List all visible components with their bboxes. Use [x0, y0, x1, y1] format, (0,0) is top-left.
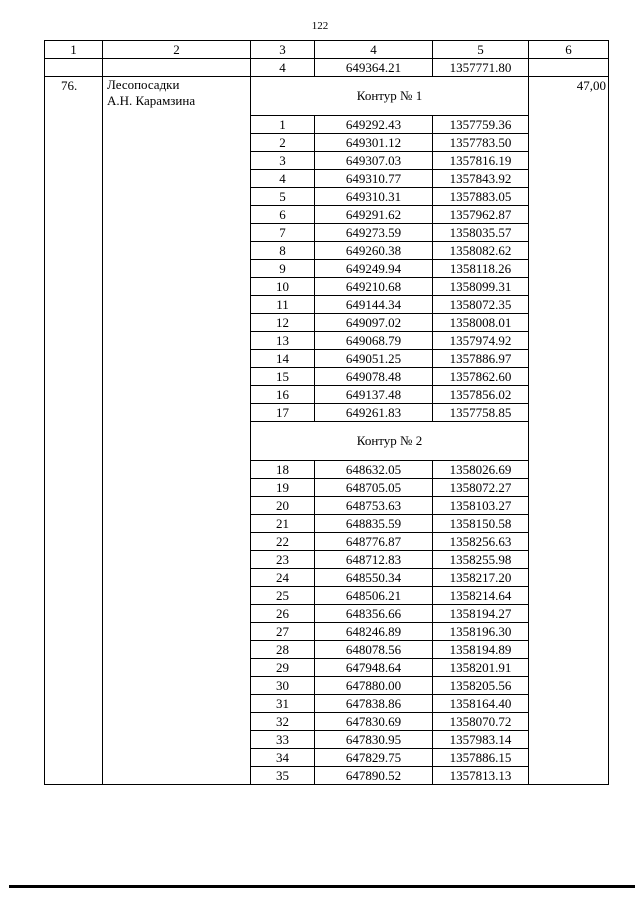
coord-y: 1357862.60 [433, 368, 529, 386]
coord-x: 648705.05 [315, 479, 433, 497]
coord-y: 1358118.26 [433, 260, 529, 278]
coord-y: 1358103.27 [433, 497, 529, 515]
point-number: 32 [251, 713, 315, 731]
coord-y: 1358072.27 [433, 479, 529, 497]
point-number: 12 [251, 314, 315, 332]
coord-x: 648246.89 [315, 623, 433, 641]
coord-y: 1357813.13 [433, 767, 529, 785]
entry-name-line: А.Н. Карамзина [107, 93, 196, 108]
point-number: 21 [251, 515, 315, 533]
coord-x: 649068.79 [315, 332, 433, 350]
coordinates-table-body [45, 41, 609, 785]
point-number: 30 [251, 677, 315, 695]
point-number: 29 [251, 659, 315, 677]
point-number: 3 [251, 152, 315, 170]
coord-y: 1358214.64 [433, 587, 529, 605]
coord-y: 1358164.40 [433, 695, 529, 713]
coord-y: 1358099.31 [433, 278, 529, 296]
footer-rule [9, 885, 635, 888]
point-number: 35 [251, 767, 315, 785]
coord-x: 649273.59 [315, 224, 433, 242]
coord-x: 648776.87 [315, 533, 433, 551]
coord-x: 647830.95 [315, 731, 433, 749]
coord-x: 647838.86 [315, 695, 433, 713]
point-number: 9 [251, 260, 315, 278]
coord-x: 648753.63 [315, 497, 433, 515]
point-number: 4 [251, 59, 315, 77]
coord-y: 1357771.80 [433, 59, 529, 77]
coord-x: 649301.12 [315, 134, 433, 152]
point-number: 31 [251, 695, 315, 713]
point-number: 25 [251, 587, 315, 605]
contour-title: Контур № 1 [251, 77, 529, 116]
point-number: 24 [251, 569, 315, 587]
coord-y: 1358201.91 [433, 659, 529, 677]
coord-x: 649249.94 [315, 260, 433, 278]
point-number: 14 [251, 350, 315, 368]
entry-area: 47,00 [529, 77, 609, 785]
point-number: 7 [251, 224, 315, 242]
coord-x: 649307.03 [315, 152, 433, 170]
coord-x: 648632.05 [315, 461, 433, 479]
point-number: 16 [251, 386, 315, 404]
coord-y: 1357759.36 [433, 116, 529, 134]
coord-y: 1358255.98 [433, 551, 529, 569]
point-number: 33 [251, 731, 315, 749]
coord-y: 1357783.50 [433, 134, 529, 152]
coord-x: 649291.62 [315, 206, 433, 224]
header-cell: 6 [529, 41, 609, 59]
header-cell: 5 [433, 41, 529, 59]
point-number: 2 [251, 134, 315, 152]
coord-y: 1358205.56 [433, 677, 529, 695]
coord-x: 649310.31 [315, 188, 433, 206]
coord-y: 1357883.05 [433, 188, 529, 206]
coord-y: 1357816.19 [433, 152, 529, 170]
coord-y: 1358072.35 [433, 296, 529, 314]
point-number: 19 [251, 479, 315, 497]
coord-x: 649144.34 [315, 296, 433, 314]
coord-y: 1357983.14 [433, 731, 529, 749]
coord-x: 647948.64 [315, 659, 433, 677]
coord-x: 648356.66 [315, 605, 433, 623]
point-number: 22 [251, 533, 315, 551]
coord-y: 1358008.01 [433, 314, 529, 332]
coord-x: 649078.48 [315, 368, 433, 386]
point-number: 10 [251, 278, 315, 296]
coord-x: 648550.34 [315, 569, 433, 587]
coord-x: 649097.02 [315, 314, 433, 332]
coord-x: 649260.38 [315, 242, 433, 260]
point-number: 4 [251, 170, 315, 188]
point-number: 18 [251, 461, 315, 479]
header-row [45, 41, 609, 59]
point-number: 27 [251, 623, 315, 641]
point-number: 6 [251, 206, 315, 224]
coord-y: 1357886.97 [433, 350, 529, 368]
coord-x: 649137.48 [315, 386, 433, 404]
coord-x: 647880.00 [315, 677, 433, 695]
empty-cell [103, 59, 251, 77]
coord-x: 648835.59 [315, 515, 433, 533]
point-number: 5 [251, 188, 315, 206]
coord-x: 647829.75 [315, 749, 433, 767]
coord-x: 649051.25 [315, 350, 433, 368]
point-number: 17 [251, 404, 315, 422]
coord-y: 1358256.63 [433, 533, 529, 551]
coord-y: 1358026.69 [433, 461, 529, 479]
coord-y: 1357974.92 [433, 332, 529, 350]
header-cell: 3 [251, 41, 315, 59]
coord-y: 1357886.15 [433, 749, 529, 767]
coord-y: 1358070.72 [433, 713, 529, 731]
coord-y: 1358196.30 [433, 623, 529, 641]
entry-name [103, 77, 251, 785]
coord-y: 1358150.58 [433, 515, 529, 533]
coord-x: 649210.68 [315, 278, 433, 296]
coord-x: 647830.69 [315, 713, 433, 731]
contour-title: Контур № 2 [251, 422, 529, 461]
point-number: 1 [251, 116, 315, 134]
coord-x: 647890.52 [315, 767, 433, 785]
point-number: 15 [251, 368, 315, 386]
coord-x: 649364.21 [315, 59, 433, 77]
coord-y: 1358035.57 [433, 224, 529, 242]
empty-cell [529, 59, 609, 77]
point-number: 23 [251, 551, 315, 569]
point-number: 20 [251, 497, 315, 515]
coord-x: 649310.77 [315, 170, 433, 188]
coord-y: 1357843.92 [433, 170, 529, 188]
coord-y: 1357856.02 [433, 386, 529, 404]
coord-y: 1358194.27 [433, 605, 529, 623]
coord-x: 648712.83 [315, 551, 433, 569]
point-number: 28 [251, 641, 315, 659]
coordinates-table [44, 40, 609, 785]
coord-y: 1358217.20 [433, 569, 529, 587]
point-number: 8 [251, 242, 315, 260]
header-cell: 1 [45, 41, 103, 59]
point-number: 11 [251, 296, 315, 314]
coord-x: 648078.56 [315, 641, 433, 659]
point-number: 26 [251, 605, 315, 623]
coord-x: 648506.21 [315, 587, 433, 605]
coord-y: 1357758.85 [433, 404, 529, 422]
header-cell: 2 [103, 41, 251, 59]
entry-name-line: Лесопосадки [107, 77, 180, 92]
point-number: 34 [251, 749, 315, 767]
point-number: 13 [251, 332, 315, 350]
coord-y: 1357962.87 [433, 206, 529, 224]
coord-y: 1358194.89 [433, 641, 529, 659]
entry-number: 76. [45, 77, 103, 785]
page-number: 122 [311, 20, 329, 32]
empty-cell [45, 59, 103, 77]
coord-x: 649292.43 [315, 116, 433, 134]
coord-y: 1358082.62 [433, 242, 529, 260]
contour-title-row [45, 77, 609, 116]
header-cell: 4 [315, 41, 433, 59]
coord-x: 649261.83 [315, 404, 433, 422]
continued-row [45, 59, 609, 77]
